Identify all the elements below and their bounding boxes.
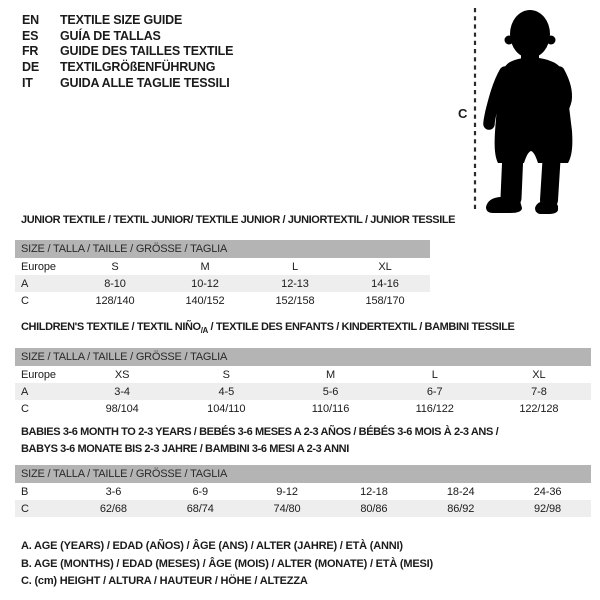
age-cell: 8-10: [104, 277, 126, 290]
row-label: C: [21, 402, 29, 415]
height-cell: 92/98: [534, 502, 562, 515]
height-cell: 116/122: [415, 402, 454, 415]
language-label: GUÍA DE TALLAS: [60, 28, 161, 43]
height-marker-label: C: [458, 106, 468, 121]
language-code: IT: [22, 75, 33, 90]
language-code: EN: [22, 13, 39, 27]
table-row: [15, 292, 430, 309]
junior-table-title: JUNIOR TEXTILE / TEXTIL JUNIOR/ TEXTILE JUNIOR / JUNIORTEXTIL / JUNIOR TESSILE: [21, 214, 456, 226]
age-cell: 24-36: [533, 485, 562, 498]
age-cell: 14-16: [371, 277, 399, 290]
row-label: C: [21, 502, 29, 515]
size-cell: S: [222, 368, 230, 381]
babies-size-table: [15, 465, 591, 517]
height-cell: 140/152: [185, 294, 225, 307]
age-cell: 12-18: [360, 485, 388, 498]
size-header-bar: SIZE / TALLA / TAILLE / GRÖSSE / TAGLIA: [15, 240, 430, 258]
children-size-table: [15, 348, 591, 417]
height-cell: 122/128: [519, 402, 559, 415]
language-label: TEXTILGRÖßENFÜHRUNG: [60, 60, 216, 75]
age-cell: 5-6: [322, 385, 339, 398]
size-cell: XL: [532, 368, 546, 381]
age-cell: 18-24: [446, 485, 475, 498]
size-cell: XL: [378, 260, 392, 273]
age-cell: 4-5: [218, 385, 235, 398]
row-label: Europe: [21, 260, 56, 273]
language-row: [22, 29, 233, 45]
row-label: A: [21, 277, 29, 290]
age-cell: 7-8: [531, 385, 547, 398]
height-cell: 68/74: [186, 502, 214, 515]
table-row: [15, 383, 591, 400]
babies-title-line1: BABIES 3-6 MONTH TO 2-3 YEARS / BEBÉS 3-6 MESES A 2-3 AÑOS / BÉBÉS 3-6 MOIS À 2-3 ANS /: [21, 426, 499, 438]
size-cell: S: [111, 260, 119, 273]
footnote-legend: [21, 538, 433, 591]
height-cell: 80/86: [360, 502, 388, 515]
age-cell: 9-12: [276, 485, 298, 498]
footnote-height-cm: C. (cm) HEIGHT / ALTURA / HAUTEUR / HÖHE / ALTEZZA: [21, 575, 308, 588]
language-row: [22, 76, 233, 92]
table-row: [15, 258, 430, 275]
size-cell: M: [200, 260, 210, 273]
height-cell: 104/110: [207, 402, 246, 415]
language-code: DE: [22, 60, 39, 75]
language-title-list: [22, 13, 233, 92]
height-cell: 128/140: [95, 294, 135, 307]
row-label: B: [21, 485, 29, 498]
junior-size-table: [15, 240, 430, 309]
size-cell: M: [325, 368, 336, 381]
toddler-silhouette-shapes: [486, 10, 572, 214]
toddler-silhouette: [480, 4, 600, 216]
row-label: Europe: [21, 368, 56, 381]
language-row: [22, 13, 233, 29]
children-table-title: [21, 321, 515, 335]
height-cell: 62/68: [99, 502, 127, 515]
language-row: [22, 44, 233, 60]
height-dashed-line: [473, 8, 477, 212]
size-cell: L: [431, 368, 438, 381]
age-cell: 3-6: [105, 485, 122, 498]
babies-title-line2: BABYS 3-6 MONATE BIS 2-3 JAHRE / BAMBINI 3-6 MESI A 2-3 ANNI: [21, 442, 349, 455]
age-cell: 12-13: [281, 277, 309, 290]
table-row: [15, 483, 591, 500]
row-label: A: [21, 385, 29, 398]
size-header-bar: SIZE / TALLA / TAILLE / GRÖSSE / TAGLIA: [15, 465, 591, 483]
row-label: C: [21, 294, 29, 307]
size-cell: XS: [114, 368, 130, 381]
height-cell: 98/104: [105, 402, 139, 415]
footnote-age-years: A. AGE (YEARS) / EDAD (AÑOS) / ÂGE (ANS) / ALTER (JAHRE) / ETÀ (ANNI): [21, 540, 403, 552]
height-cell: 110/116: [311, 402, 350, 415]
age-cell: 6-7: [426, 385, 443, 398]
table-row: [15, 400, 591, 417]
size-cell: L: [291, 260, 299, 273]
children-title-part1: CHILDREN'S TEXTILE / TEXTIL NIÑO: [21, 321, 201, 333]
age-cell: 10-12: [191, 277, 219, 290]
language-label: TEXTILE SIZE GUIDE: [60, 13, 183, 27]
language-code: ES: [22, 28, 39, 43]
height-cell: 86/92: [447, 502, 475, 515]
height-cell: 152/158: [275, 294, 315, 307]
size-header-bar: SIZE / TALLA / TAILLE / GRÖSSE / TAGLIA: [15, 348, 591, 366]
language-label: GUIDE DES TAILLES TEXTILE: [60, 44, 234, 59]
language-code: FR: [22, 44, 39, 59]
age-cell: 3-4: [114, 385, 130, 398]
height-cell: 74/80: [273, 502, 301, 515]
table-row: [15, 275, 430, 292]
footnote-age-months: B. AGE (MONTHS) / EDAD (MESES) / ÂGE (MOIS) / ALTER (MONATE) / ETÀ (MESI): [21, 557, 433, 570]
language-row: [22, 60, 233, 76]
table-row: [15, 500, 591, 517]
children-title-part2: / TEXTILE DES ENFANTS / KINDERTEXTIL / BAMBINI TESSILE: [207, 321, 515, 333]
height-cell: 158/170: [365, 294, 405, 307]
age-cell: 6-9: [192, 485, 209, 498]
table-row: [15, 366, 591, 383]
language-label: GUIDA ALLE TAGLIE TESSILI: [60, 75, 230, 90]
babies-table-title: [21, 424, 498, 457]
children-title-subscript: /A: [200, 326, 208, 336]
